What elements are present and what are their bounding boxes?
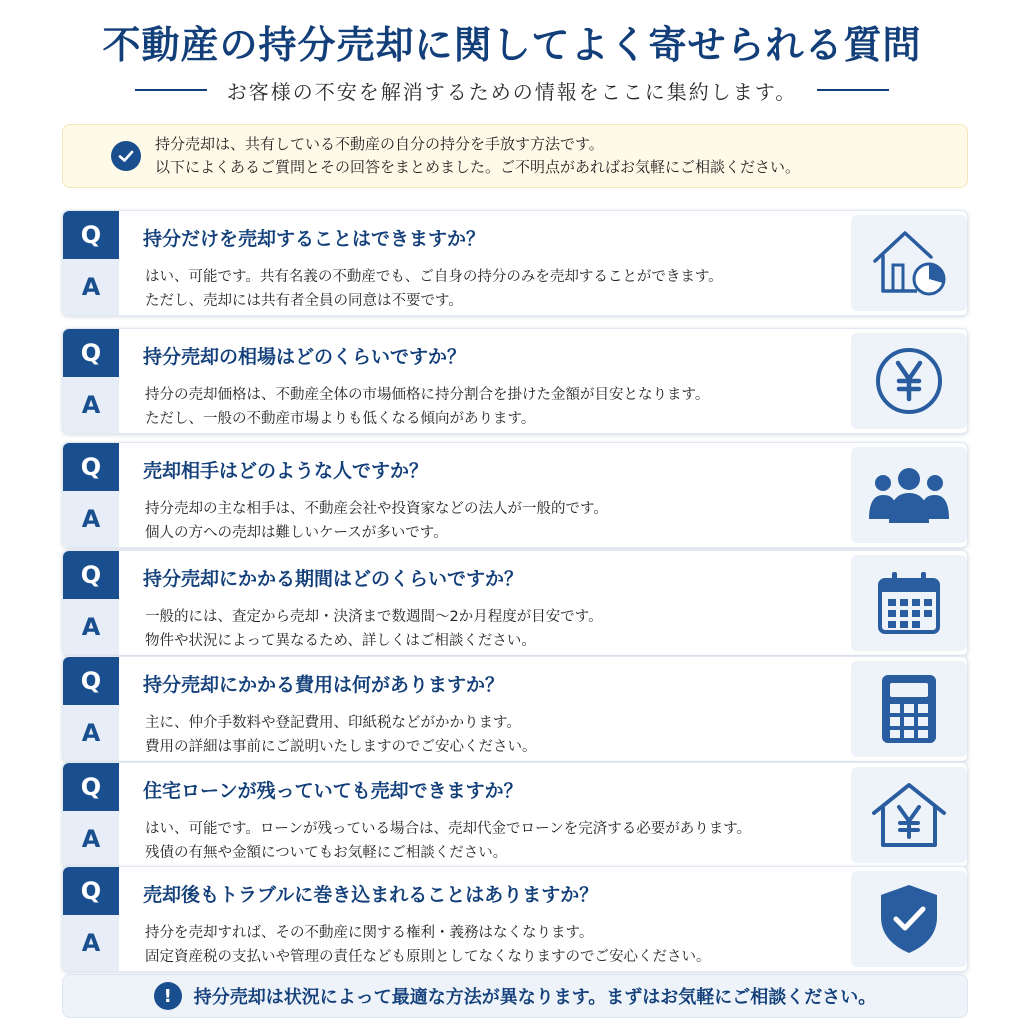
- faq-question: 持分売却の相場はどのくらいですか？: [143, 346, 467, 368]
- faq-answer-line-2: 物件や状況によって異なるため、詳しくはご相談ください。: [145, 633, 536, 649]
- qa-label-column: [63, 443, 119, 547]
- subtitle-row: [0, 74, 1024, 106]
- faq-question: 持分売却にかかる期間はどのくらいですか？: [143, 568, 524, 590]
- q-label: Q: [63, 657, 119, 705]
- a-label: A: [63, 705, 119, 761]
- q-label: Q: [63, 551, 119, 599]
- faq-question: 持分だけを売却することはできますか？: [143, 228, 486, 250]
- faq-answer-line-1: はい、可能です。共有名義の不動産でも、ご自身の持分のみを売却することができます。: [145, 269, 723, 285]
- intro-text: [155, 133, 800, 179]
- calculator-icon: [851, 661, 967, 757]
- subtitle-divider-right: [817, 89, 889, 91]
- subtitle-divider-left: [135, 89, 207, 91]
- faq-answer: [145, 383, 709, 431]
- a-label: A: [63, 491, 119, 547]
- faq-answer-line-2: 個人の方への売却は難しいケースが多いです。: [145, 525, 448, 541]
- q-label: Q: [63, 867, 119, 915]
- faq-answer-line-1: 主に、仲介手数料や登記費用、印紙税などがかかります。: [145, 715, 521, 731]
- house-yen-icon: [851, 767, 967, 863]
- faq-answer: [145, 265, 723, 313]
- qa-label-column: [63, 329, 119, 433]
- faq-answer: [145, 497, 608, 545]
- a-label: A: [63, 811, 119, 867]
- faq-answer: [145, 605, 603, 653]
- faq-answer: [145, 711, 537, 759]
- faq-answer-line-2: 残債の有無や金額についてもお気軽にご相談ください。: [145, 845, 508, 861]
- a-label: A: [63, 377, 119, 433]
- faq-item: [62, 866, 968, 972]
- q-label: Q: [63, 329, 119, 377]
- shield-check-icon: [851, 871, 967, 967]
- faq-question: 売却相手はどのような人ですか？: [143, 460, 429, 482]
- faq-answer-line-1: はい、可能です。ローンが残っている場合は、売却代金でローンを完済する必要があります。: [145, 821, 752, 837]
- calendar-icon: [851, 555, 967, 651]
- faq-question: 持分売却にかかる費用は何がありますか？: [143, 674, 505, 696]
- faq-answer-line-2: 固定資産税の支払いや管理の責任なども原則としてなくなりますのでご安心ください。: [145, 949, 711, 965]
- faq-answer: [145, 921, 711, 969]
- qa-label-column: [63, 211, 119, 315]
- people-group-icon: [851, 447, 967, 543]
- faq-item: [62, 550, 968, 656]
- check-circle-icon: [111, 141, 141, 171]
- faq-question: 売却後もトラブルに巻き込まれることはありますか？: [143, 884, 599, 906]
- faq-item: [62, 210, 968, 316]
- faq-item: [62, 442, 968, 548]
- page-title: 不動産の持分売却に関してよく寄せられる質問: [102, 23, 922, 67]
- faq-answer-line-2: ただし、一般の不動産市場よりも低くなる傾向があります。: [145, 411, 536, 427]
- page-subtitle: お客様の不安を解消するための情報をここに集約します。: [226, 79, 798, 104]
- intro-box: [62, 124, 968, 188]
- faq-answer: [145, 817, 751, 865]
- faq-answer-line-1: 持分を売却すれば、その不動産に関する権利・義務はなくなります。: [145, 925, 594, 941]
- faq-item: [62, 328, 968, 434]
- faq-answer-line-1: 一般的には、査定から売却・決済まで数週間〜2か月程度が目安です。: [145, 609, 603, 625]
- intro-line-1: 持分売却は、共有している不動産の自分の持分を手放す方法です。: [155, 135, 604, 153]
- exclamation-icon: !: [154, 982, 182, 1010]
- faq-question: 住宅ローンが残っていても売却できますか？: [143, 780, 523, 802]
- a-label: A: [63, 259, 119, 315]
- faq-answer-line-1: 持分の売却価格は、不動産全体の市場価格に持分割合を掛けた金額が目安となります。: [145, 387, 710, 403]
- footer-note: [62, 974, 968, 1018]
- qa-label-column: [63, 551, 119, 655]
- a-label: A: [63, 915, 119, 971]
- faq-answer-line-2: 費用の詳細は事前にご説明いたしますのでご安心ください。: [145, 739, 537, 755]
- faq-answer-line-2: ただし、売却には共有者全員の同意は不要です。: [145, 293, 463, 309]
- faq-answer-line-1: 持分売却の主な相手は、不動産会社や投資家などの法人が一般的です。: [145, 501, 608, 517]
- q-label: Q: [63, 763, 119, 811]
- q-label: Q: [63, 211, 119, 259]
- a-label: A: [63, 599, 119, 655]
- faq-item: [62, 762, 968, 868]
- yen-circle-icon: [851, 333, 967, 429]
- intro-line-2: 以下によくあるご質問とその回答をまとめました。ご不明点があればお気軽にご相談ください。: [155, 158, 801, 176]
- qa-label-column: [63, 867, 119, 971]
- house-pie-chart-icon: [851, 215, 967, 311]
- faq-item: [62, 656, 968, 762]
- q-label: Q: [63, 443, 119, 491]
- qa-label-column: [63, 763, 119, 867]
- footer-text: 持分売却は状況によって最適な方法が異なります。まずはお気軽にご相談ください。: [193, 987, 877, 1008]
- qa-label-column: [63, 657, 119, 761]
